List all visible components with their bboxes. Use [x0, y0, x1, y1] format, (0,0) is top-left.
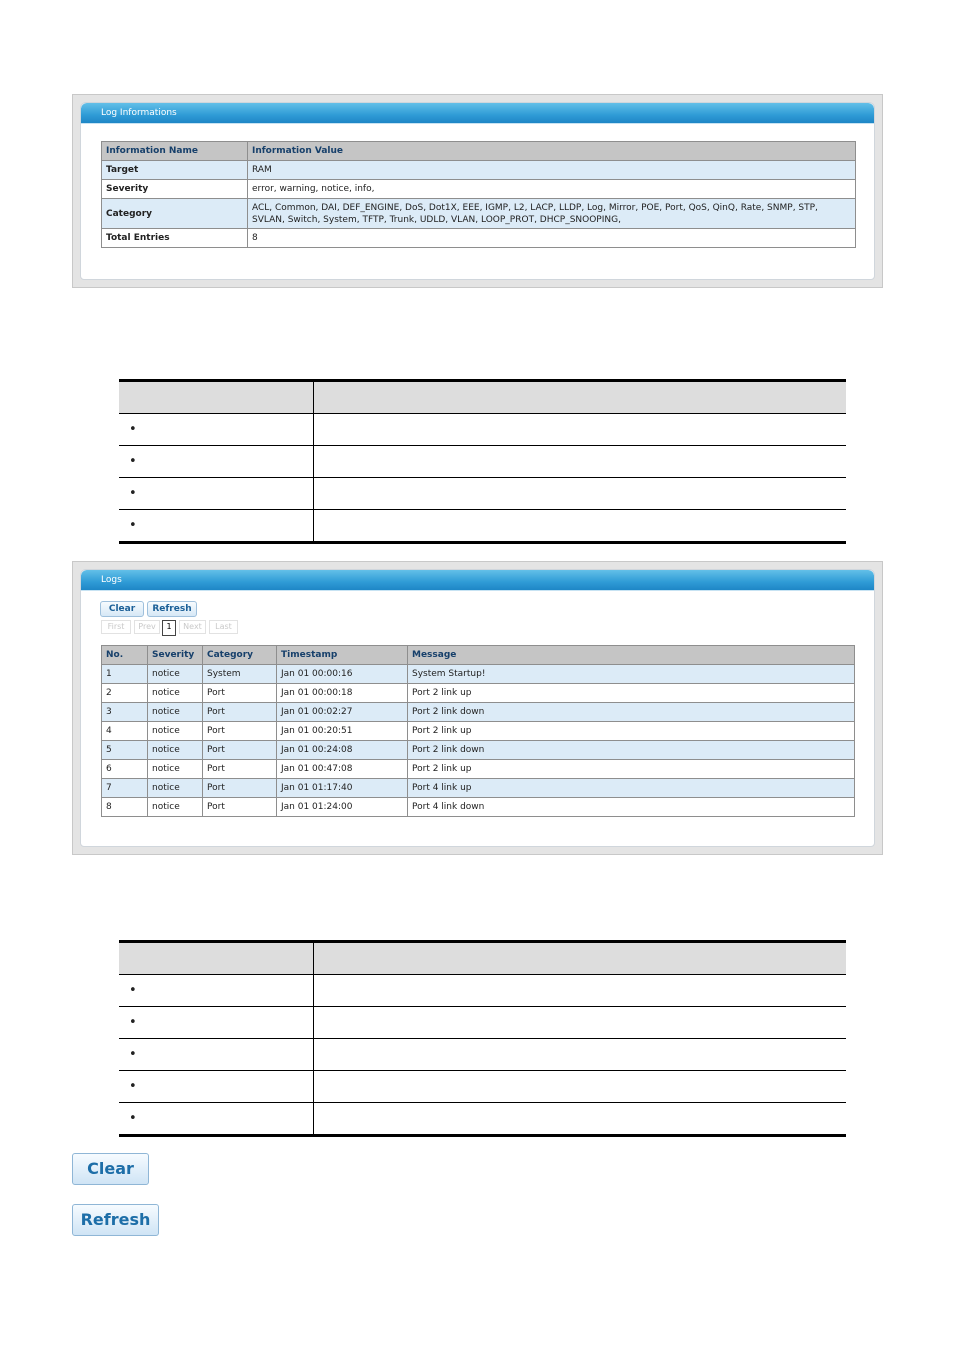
log-no: 1 [102, 665, 148, 684]
log-category: System [203, 665, 277, 684]
doc-cell [313, 1103, 846, 1136]
log-timestamp: Jan 01 00:47:08 [277, 760, 408, 779]
log-severity: notice [148, 798, 203, 817]
log-no: 6 [102, 760, 148, 779]
log-timestamp: Jan 01 00:24:08 [277, 741, 408, 760]
doc-cell [313, 1039, 846, 1071]
column-header-severity: Severity [148, 646, 203, 665]
doc-bullet: • [119, 510, 313, 543]
pager-next[interactable]: Next [179, 620, 206, 634]
log-severity: notice [148, 703, 203, 722]
pager-first[interactable]: First [101, 620, 131, 634]
log-timestamp: Jan 01 01:17:40 [277, 779, 408, 798]
doc-cell [313, 1007, 846, 1039]
log-severity: notice [148, 684, 203, 703]
log-severity: notice [148, 779, 203, 798]
table-row[interactable] [102, 703, 855, 722]
column-header-no: No. [102, 646, 148, 665]
log-category: Port [203, 703, 277, 722]
table-row[interactable] [102, 760, 855, 779]
info-value-severity: error, warning, notice, info, [248, 180, 856, 199]
log-no: 4 [102, 722, 148, 741]
doc-cell [313, 414, 846, 446]
column-header-timestamp: Timestamp [277, 646, 408, 665]
column-header-information-value: Information Value [248, 142, 856, 161]
log-timestamp: Jan 01 00:00:18 [277, 684, 408, 703]
clear-button-small[interactable]: Clear [100, 601, 144, 617]
log-message: System Startup! [408, 665, 855, 684]
log-no: 7 [102, 779, 148, 798]
column-header-information-name: Information Name [102, 142, 248, 161]
doc-bullet: • [119, 1039, 313, 1071]
log-category: Port [203, 760, 277, 779]
info-name-severity: Severity [102, 180, 248, 199]
log-timestamp: Jan 01 00:02:27 [277, 703, 408, 722]
log-timestamp: Jan 01 01:24:00 [277, 798, 408, 817]
table-row[interactable] [102, 779, 855, 798]
log-message: Port 2 link up [408, 722, 855, 741]
info-name-target: Target [102, 161, 248, 180]
category-line-2: SVLAN, Switch, System, TFTP, Trunk, UDLD, VLAN, LOOP_PROT, DHCP_SNOOPING, [252, 214, 621, 225]
doc-bullet: • [119, 478, 313, 510]
table-row[interactable] [102, 798, 855, 817]
info-value-total-entries: 8 [248, 229, 856, 248]
info-name-category: Category [102, 199, 248, 229]
table-row[interactable] [102, 684, 855, 703]
log-no: 2 [102, 684, 148, 703]
doc-bullet: • [119, 446, 313, 478]
info-value-target: RAM [248, 161, 856, 180]
log-informations-title: Log Informations [81, 103, 874, 124]
doc-cell [313, 510, 846, 543]
doc-cell [313, 446, 846, 478]
column-header-message: Message [408, 646, 855, 665]
column-header-category: Category [203, 646, 277, 665]
log-message: Port 2 link down [408, 703, 855, 722]
log-no: 8 [102, 798, 148, 817]
doc-header-description [313, 942, 846, 975]
doc-cell [313, 478, 846, 510]
description-table-1 [119, 379, 846, 544]
doc-bullet: • [119, 1007, 313, 1039]
log-severity: notice [148, 741, 203, 760]
refresh-button-small[interactable]: Refresh [147, 601, 197, 617]
pager-last[interactable]: Last [209, 620, 238, 634]
log-timestamp: Jan 01 00:20:51 [277, 722, 408, 741]
log-no: 3 [102, 703, 148, 722]
logs-title: Logs [81, 570, 874, 591]
logs-table [101, 645, 855, 817]
log-message: Port 2 link down [408, 741, 855, 760]
table-row[interactable] [102, 722, 855, 741]
log-message: Port 4 link up [408, 779, 855, 798]
doc-bullet: • [119, 1103, 313, 1136]
doc-header-object [119, 381, 313, 414]
log-severity: notice [148, 665, 203, 684]
refresh-button[interactable]: Refresh [72, 1204, 159, 1236]
log-message: Port 2 link up [408, 684, 855, 703]
pager-current-page[interactable]: 1 [162, 620, 176, 636]
log-info-table [101, 141, 856, 248]
info-name-total-entries: Total Entries [102, 229, 248, 248]
doc-bullet: • [119, 1071, 313, 1103]
table-row[interactable] [102, 741, 855, 760]
doc-header-object [119, 942, 313, 975]
log-category: Port [203, 722, 277, 741]
log-severity: notice [148, 760, 203, 779]
doc-header-description [313, 381, 846, 414]
log-category: Port [203, 798, 277, 817]
table-row[interactable] [102, 665, 855, 684]
doc-cell [313, 1071, 846, 1103]
doc-bullet: • [119, 414, 313, 446]
info-value-category [248, 199, 856, 229]
log-message: Port 4 link down [408, 798, 855, 817]
log-category: Port [203, 741, 277, 760]
log-category: Port [203, 684, 277, 703]
log-no: 5 [102, 741, 148, 760]
category-line-1: ACL, Common, DAI, DEF_ENGINE, DoS, Dot1X, EEE, IGMP, L2, LACP, LLDP, Log, Mirror, POE, Port, QoS, QinQ, Rate, SNMP, STP, [252, 202, 818, 213]
clear-button[interactable]: Clear [72, 1153, 149, 1185]
pager-prev[interactable]: Prev [134, 620, 160, 634]
log-message: Port 2 link up [408, 760, 855, 779]
description-table-2 [119, 940, 846, 1137]
doc-bullet: • [119, 975, 313, 1007]
log-timestamp: Jan 01 00:00:16 [277, 665, 408, 684]
log-severity: notice [148, 722, 203, 741]
doc-cell [313, 975, 846, 1007]
log-category: Port [203, 779, 277, 798]
